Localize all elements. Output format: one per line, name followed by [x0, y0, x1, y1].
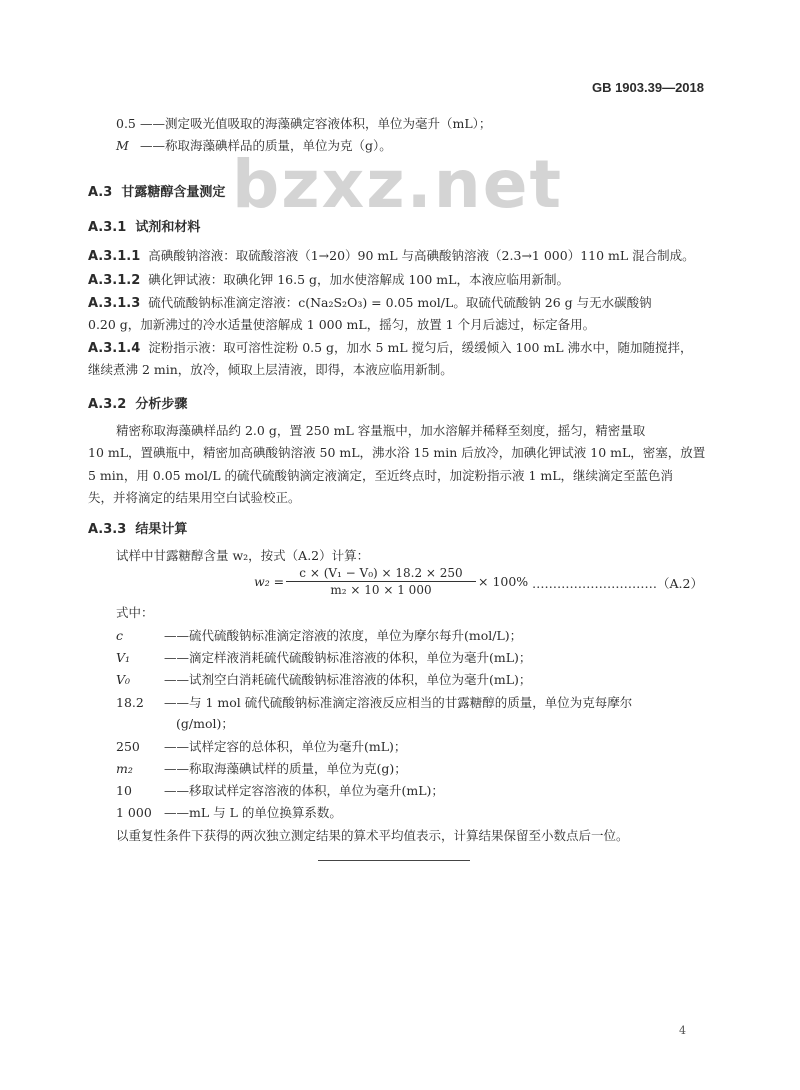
- formula-fraction: [286, 566, 476, 597]
- formula-numerator: c × (V₁ − V₀) × 18.2 × 250: [286, 566, 476, 582]
- procedure-line-0: 精密称取海藻碘样品约 2.0 g，置 250 mL 容量瓶中，加水溶解并稀释至刻度，摇匀，精密量取: [116, 423, 646, 438]
- reagent-a313: A.3.1.3 硫代硫酸钠标准滴定溶液：c(Na₂S₂O₃) = 0.05 mol/L。取硫代硫酸钠 26 g 与无水碳酸钠: [88, 295, 652, 311]
- formula-intro: 试样中甘露糖醇含量 w₂，按式（A.2）计算：: [116, 548, 370, 563]
- formula-lhs: w₂ =: [254, 574, 285, 589]
- top-def-1: M ——称取海藻碘样品的质量，单位为克（g）。: [116, 138, 392, 153]
- def-c: c ——硫代硫酸钠标准滴定溶液的浓度，单位为摩尔每升(mol/L)；: [116, 628, 523, 643]
- formula-denominator: m₂ × 10 × 1 000: [330, 583, 432, 597]
- reagent-a311: A.3.1.1 高碘酸钠溶液：取硫酸溶液（1→20）90 mL 与高碘酸钠溶液（2.3→1 000）110 mL 混合制成。: [88, 248, 695, 264]
- where-label: 式中：: [116, 605, 154, 620]
- def-m2: m₂ ——称取海藻碘试样的质量，单位为克(g)；: [116, 761, 407, 776]
- def-v1: V₁ ——滴定样液消耗硫代硫酸钠标准溶液的体积，单位为毫升(mL)；: [116, 650, 532, 665]
- reagent-a314-cont: 继续煮沸 2 min，放冷，倾取上层清液，即得，本液应临用新制。: [88, 362, 453, 377]
- conclusion: 以重复性条件下获得的两次独立测定结果的算术平均值表示，计算结果保留至小数点后一位。: [116, 828, 629, 843]
- reagent-a314: A.3.1.4 淀粉指示液：取可溶性淀粉 0.5 g，加水 5 mL 搅匀后，缓缓倾入 100 mL 沸水中，随加随搅拌，: [88, 340, 693, 356]
- reagent-a313-cont: 0.20 g，加新沸过的冷水适量使溶解成 1 000 mL，摇匀，放置 1 个月后滤过，标定备用。: [88, 317, 596, 332]
- formula-tail: × 100%: [478, 574, 529, 589]
- procedure-line-2: 5 min，用 0.05 mol/L 的硫代硫酸钠滴定液滴定，至近终点时，加淀粉指示液 1 mL，继续滴定至蓝色消: [88, 468, 674, 483]
- end-rule: [318, 860, 470, 861]
- section-a3-heading: A.3 甘露糖醇含量测定: [88, 185, 226, 200]
- def-1000: 1 000 ——mL 与 L 的单位换算系数。: [116, 805, 342, 820]
- top-def-0: 0.5 ——测定吸光值吸取的海藻碘定容液体积，单位为毫升（mL）；: [116, 116, 492, 131]
- section-a31-heading: A.3.1 试剂和材料: [88, 220, 201, 235]
- def-18-2-cont: (g/mol)；: [176, 716, 234, 731]
- formula-ref: …………………………（A.2）: [532, 576, 703, 591]
- reagent-a312: A.3.1.2 碘化钾试液：取碘化钾 16.5 g，加水使溶解成 100 mL，本液应临用新制。: [88, 272, 569, 288]
- def-10: 10 ——移取试样定容溶液的体积，单位为毫升(mL)；: [116, 783, 444, 798]
- procedure-line-1: 10 mL，置碘瓶中，精密加高碘酸钠溶液 50 mL，沸水浴 15 min 后放冷，加碘化钾试液 10 mL，密塞，放置: [88, 445, 706, 460]
- watermark: bzxz.net: [232, 146, 564, 223]
- def-250: 250 ——试样定容的总体积，单位为毫升(mL)；: [116, 739, 407, 754]
- section-a32-heading: A.3.2 分析步骤: [88, 397, 188, 412]
- def-v0: V₀ ——试剂空白消耗硫代硫酸钠标准溶液的体积，单位为毫升(mL)；: [116, 672, 532, 687]
- procedure-line-3: 失，并将滴定的结果用空白试验校正。: [88, 490, 301, 505]
- standard-number: GB 1903.39—2018: [591, 80, 704, 95]
- def-18-2: 18.2 ——与 1 mol 硫代硫酸钠标准滴定溶液反应相当的甘露糖醇的质量，单位为克每摩尔: [116, 695, 633, 710]
- page-number: 4: [679, 1024, 686, 1037]
- section-a33-heading: A.3.3 结果计算: [88, 522, 188, 537]
